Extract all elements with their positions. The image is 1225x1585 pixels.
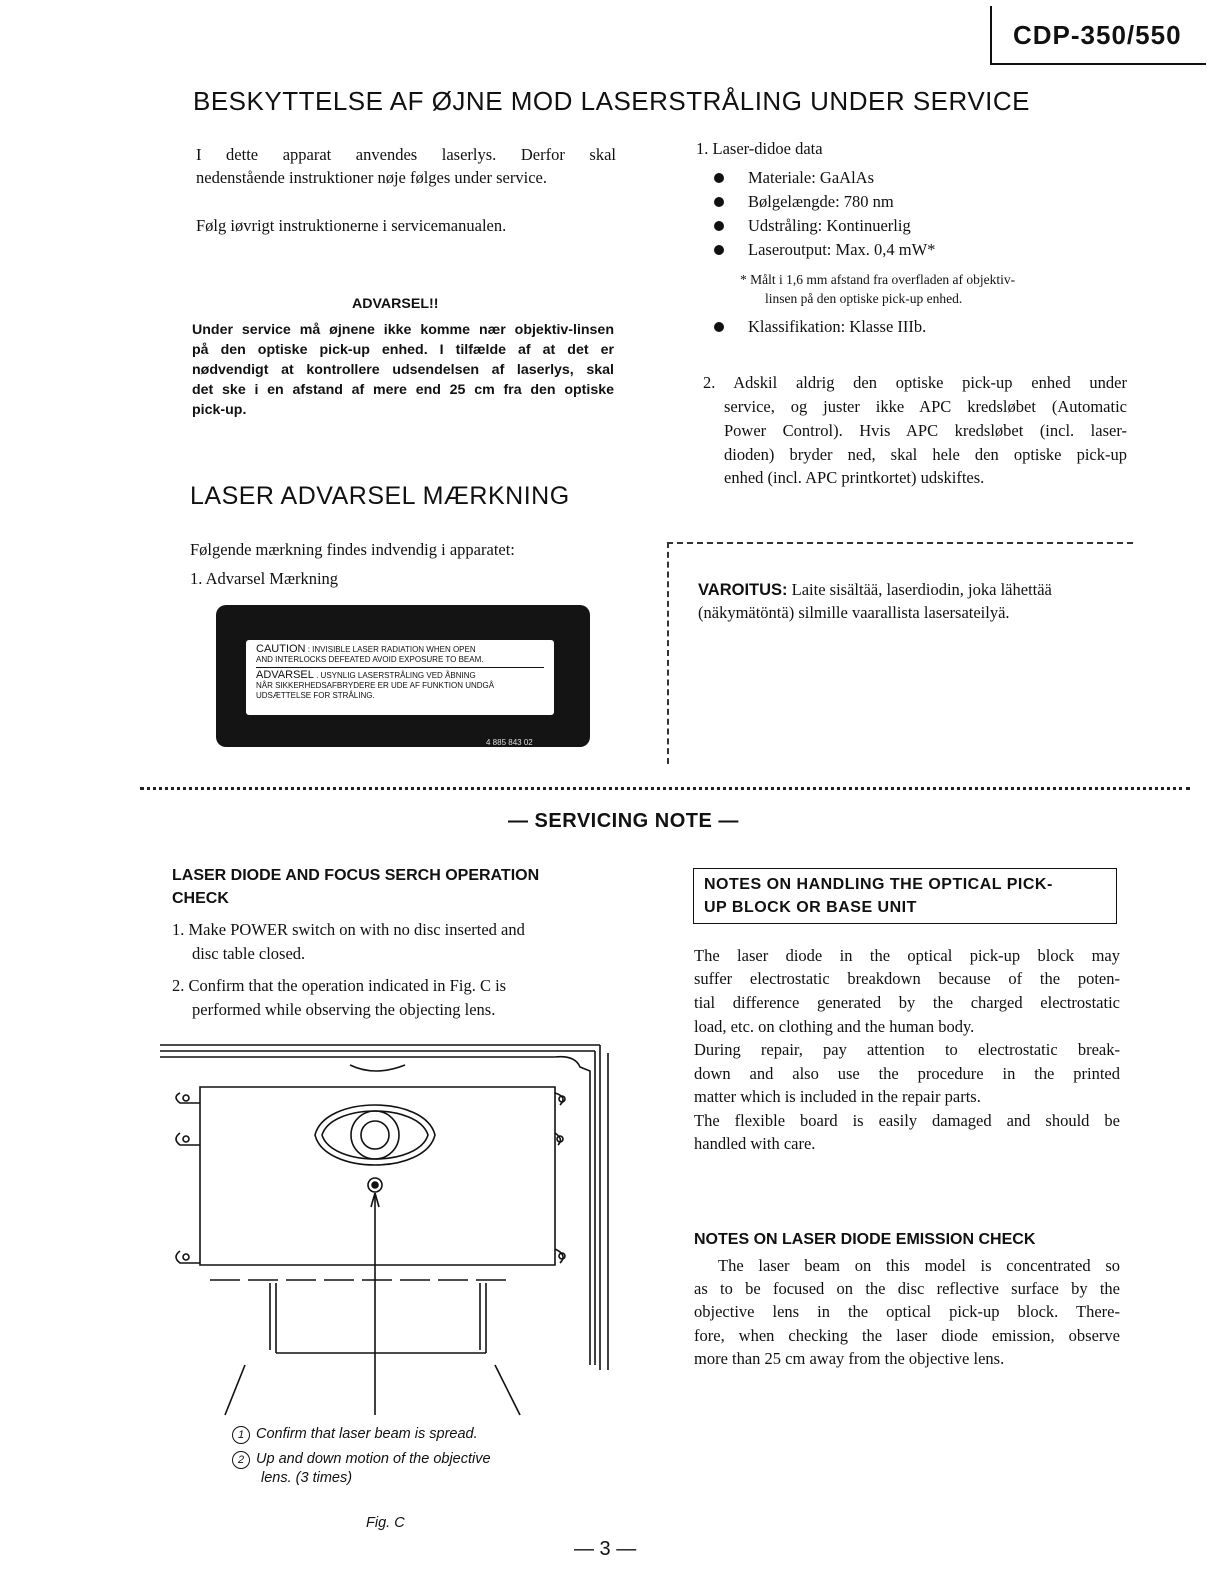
fig-num-2: 2	[232, 1451, 250, 1469]
label-advarsel-line2: NÅR SIKKERHEDSAFBRYDERE ER UDE AF FUNKTION UNDGÅ	[256, 681, 495, 690]
warning-line-2: på den optiske pick-up enhed. I tilfælde af at det er	[192, 342, 614, 358]
danish-follow: Følg iøvrigt instruktionerne i servicemanualen.	[196, 216, 507, 235]
header-underline	[990, 63, 1206, 65]
step1-line2: disc table closed.	[192, 944, 306, 963]
laser-data-list	[704, 166, 935, 262]
bullet-text: Klassifikation: Klasse IIIb.	[748, 317, 927, 336]
left-heading	[172, 864, 539, 910]
item2-line-2: service, og juster ikke APC kredsløbet (Automatic	[724, 397, 1127, 416]
page-number: — 3 —	[574, 1538, 637, 1560]
handling-line-3: tial difference generated by the charged electrostatic	[694, 993, 1120, 1012]
warning-line-1: Under service må øjnene ikke komme nær objektiv-linsen	[192, 322, 614, 338]
finnish-text-1: Laite sisältää, laserdiodin, joka lähettää	[791, 580, 1052, 599]
finnish-line-2: (näkymätöntä) silmille vaarallista lasersateilyä.	[698, 603, 1010, 622]
finnish-box-top	[667, 542, 1133, 544]
handling-line-8: The flexible board is easily damaged and should be	[694, 1111, 1120, 1130]
handling-heading-line1: NOTES ON HANDLING THE OPTICAL PICK-	[704, 876, 1053, 893]
bullet-text: Laseroutput: Max. 0,4 mW*	[748, 240, 936, 259]
handling-line-4: load, etc. on clothing and the human body.	[694, 1017, 975, 1036]
handling-box-heading	[693, 868, 1117, 924]
fig-c-drawing	[150, 1035, 620, 1425]
warning-line-5: pick-up.	[192, 402, 247, 418]
finnish-label: VAROITUS:	[698, 581, 788, 599]
emission-line-3: objective lens in the optical pick-up block. There-	[694, 1302, 1120, 1321]
emission-heading: NOTES ON LASER DIODE EMISSION CHECK	[694, 1231, 1036, 1248]
label-caution-line1: : INVISIBLE LASER RADIATION WHEN OPEN	[307, 645, 476, 654]
item2-line-1: 2. Adskil aldrig den optiske pick-up enhed under	[703, 373, 1127, 392]
handling-line-6: down and also use the procedure in the printed	[694, 1064, 1120, 1083]
item2-line-3: Power Control). Hvis APC kredsløbet (incl. laser-	[724, 421, 1127, 440]
warning-line-3: nødvendigt at kontrollere udsendelsen af laserlys, skal	[192, 362, 614, 378]
item2-line-4: dioden) bryder ned, skal hele den optiske pick-up	[724, 445, 1127, 464]
emission-line-2: as to be focused on the disc reflective surface by the	[694, 1279, 1120, 1298]
danish-intro-1: I dette apparat anvendes laserlys. Derfor skal	[196, 145, 616, 164]
fig-caption: Fig. C	[366, 1515, 405, 1531]
bullet-icon	[714, 245, 724, 255]
danish-intro-2: nedenstående instruktioner nøje følges under service.	[196, 168, 547, 187]
bullet-text: Materiale: GaAlAs	[748, 168, 874, 187]
fig-note-2-line2: lens. (3 times)	[261, 1470, 353, 1486]
marking-item: 1. Advarsel Mærkning	[190, 569, 339, 588]
marking-title: LASER ADVARSEL MÆRKNING	[190, 482, 570, 510]
left-heading-line2: CHECK	[172, 890, 229, 907]
step2-line2: performed while observing the objecting lens.	[192, 1000, 496, 1019]
handling-line-7: matter which is included in the repair parts.	[694, 1087, 981, 1106]
fig-num-1: 1	[232, 1426, 250, 1444]
warning-title: ADVARSEL!!	[352, 296, 439, 312]
label-caution-word: CAUTION	[256, 643, 306, 655]
danish-title: BESKYTTELSE AF ØJNE MOD LASERSTRÅLING UNDER SERVICE	[193, 86, 1030, 116]
finnish-line-1	[698, 578, 1052, 602]
bullet-icon	[714, 322, 724, 332]
finnish-box-left	[667, 542, 669, 764]
item2-line-5: enhed (incl. APC printkortet) udskiftes.	[724, 468, 985, 487]
fig-note-2-text: Up and down motion of the objective	[256, 1451, 491, 1467]
label-caution-line2: AND INTERLOCKS DEFEATED AVOID EXPOSURE TO BEAM.	[256, 655, 484, 664]
step1-line1: 1. Make POWER switch on with no disc inserted and	[172, 920, 525, 939]
bullet-icon	[714, 197, 724, 207]
list-item	[704, 214, 935, 238]
model-number: CDP-350/550	[1013, 20, 1182, 50]
handling-heading-line2: UP BLOCK OR BASE UNIT	[704, 899, 917, 916]
list-item	[704, 238, 935, 262]
bullet-icon	[714, 173, 724, 183]
footnote-line-1: * Målt i 1,6 mm afstand fra overfladen af objektiv-	[740, 272, 1016, 287]
bullet-text: Udstråling: Kontinuerlig	[748, 216, 911, 235]
handling-line-1: The laser diode in the optical pick-up block may	[694, 946, 1120, 965]
handling-line-5: During repair, pay attention to electrostatic break-	[694, 1040, 1120, 1059]
handling-line-9: handled with care.	[694, 1134, 816, 1153]
label-part-number: 4 885 843 02	[486, 738, 533, 747]
bullet-text: Bølgelængde: 780 nm	[748, 192, 894, 211]
emission-line-1: The laser beam on this model is concentrated so	[718, 1256, 1120, 1275]
servicing-title: — SERVICING NOTE —	[508, 810, 739, 832]
laser-data-heading: 1. Laser-didoe data	[696, 139, 823, 158]
warning-label-text	[246, 640, 554, 715]
header-divider	[990, 6, 992, 64]
step2-line1: 2. Confirm that the operation indicated in Fig. C is	[172, 976, 507, 995]
list-item	[704, 190, 935, 214]
classification	[704, 315, 926, 339]
label-advarsel-word: ADVARSEL	[256, 669, 314, 681]
bullet-icon	[714, 221, 724, 231]
label-advarsel-line3: UDSÆTTELSE FOR STRÅLING.	[256, 691, 375, 700]
footnote-line-2: linsen på den optiske pick-up enhed.	[765, 291, 963, 306]
emission-line-5: more than 25 cm away from the objective lens.	[694, 1349, 1005, 1368]
label-advarsel-line1: . USYNLIG LASERSTRÅLING VED ÅBNING	[316, 671, 476, 680]
left-heading-line1: LASER DIODE AND FOCUS SERCH OPERATION	[172, 867, 540, 884]
fig-note-1-text: Confirm that laser beam is spread.	[256, 1426, 478, 1442]
emission-line-4: fore, when checking the laser diode emission, observe	[694, 1326, 1120, 1345]
handling-line-2: suffer electrostatic breakdown because of the poten-	[694, 969, 1120, 988]
warning-line-4: det ske i en afstand af mere end 25 cm fra den optiske	[192, 382, 614, 398]
section-separator	[140, 787, 1190, 790]
marking-intro: Følgende mærkning findes indvendig i apparatet:	[190, 540, 515, 559]
list-item	[704, 166, 935, 190]
fig-note-1	[232, 1423, 478, 1445]
